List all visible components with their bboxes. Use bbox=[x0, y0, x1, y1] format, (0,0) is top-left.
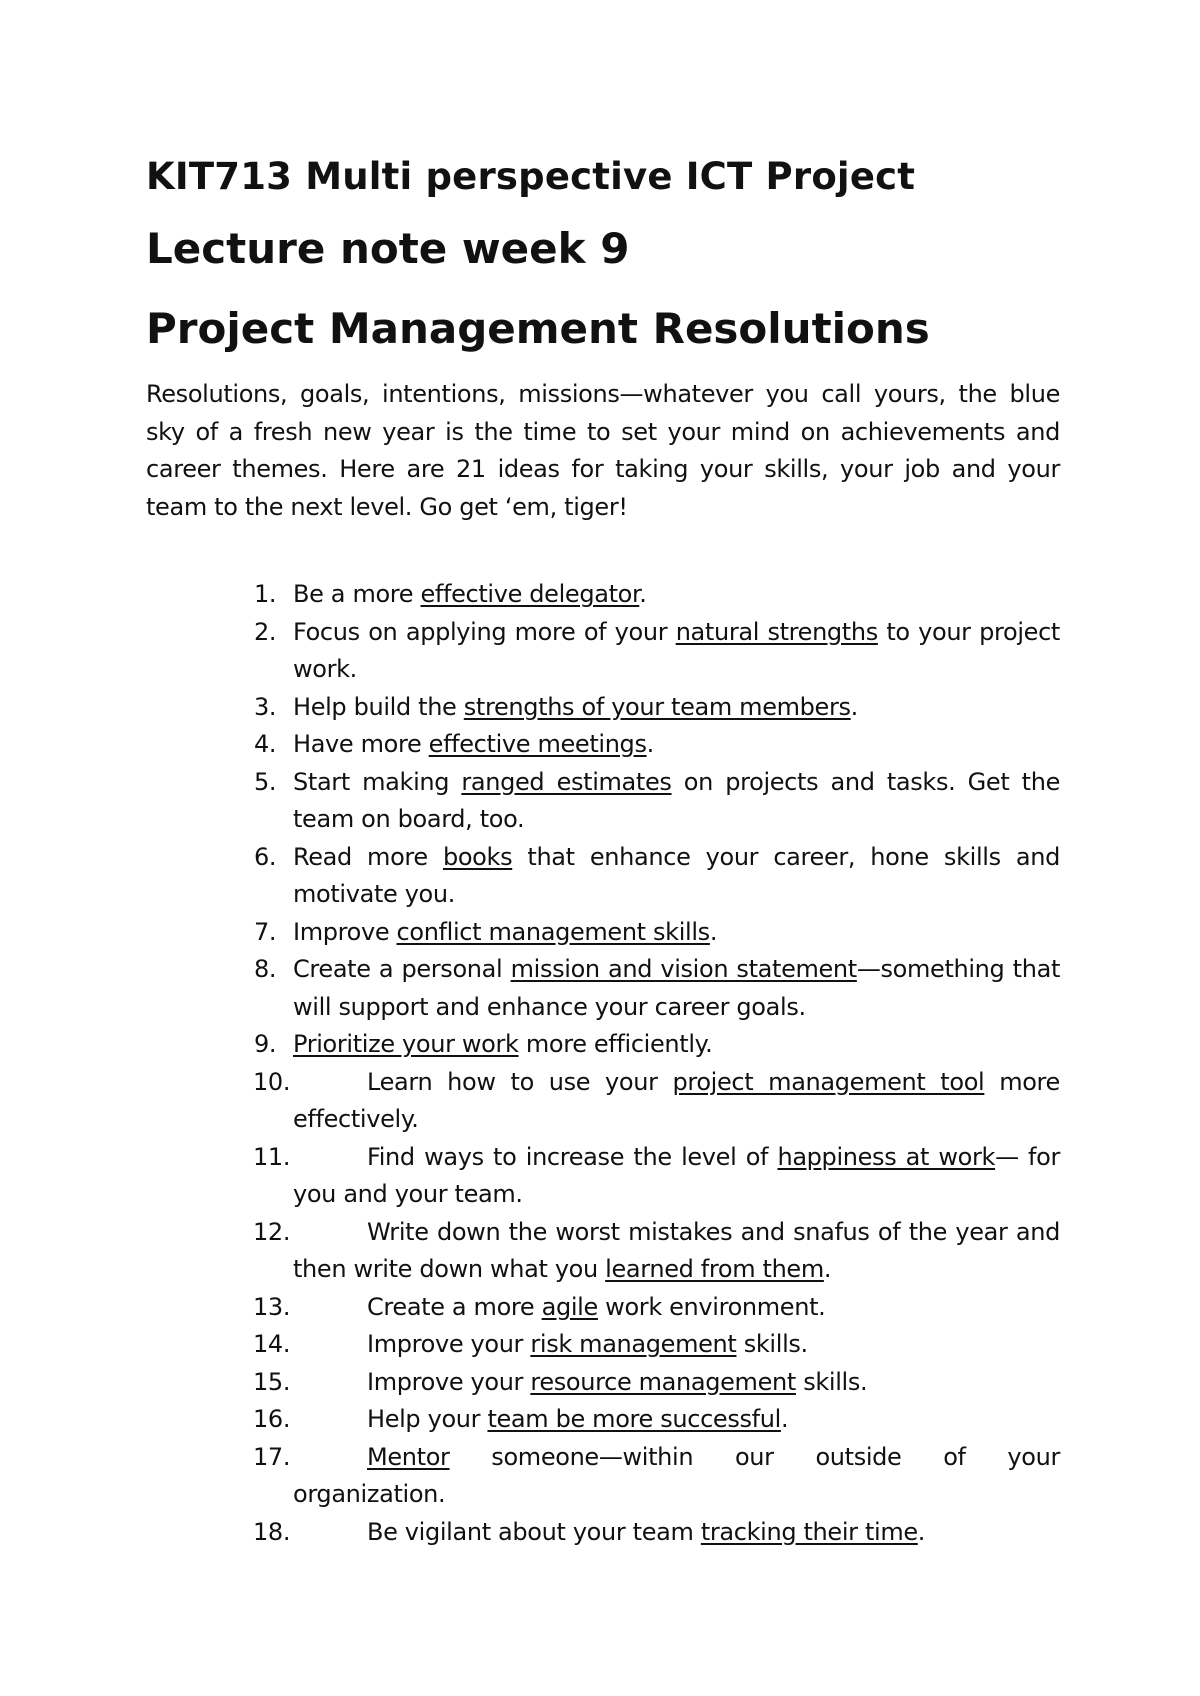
list-item bbox=[254, 689, 1060, 727]
item-link[interactable]: agile bbox=[541, 1292, 598, 1321]
item-number: 16. bbox=[253, 1405, 291, 1433]
list-item bbox=[254, 614, 1060, 689]
item-text: more effectively. bbox=[293, 1067, 1060, 1133]
item-text: Be a more bbox=[293, 580, 421, 608]
item-text: Improve your bbox=[367, 1330, 531, 1358]
item-text: Help build the bbox=[293, 692, 464, 721]
item-text: Learn how to use your bbox=[367, 1067, 673, 1096]
item-text: . bbox=[823, 1255, 832, 1283]
item-number: 13. bbox=[253, 1292, 291, 1321]
item-number: 10. bbox=[253, 1067, 291, 1096]
item-text: that enhance your career, hone skills and motivate you. bbox=[293, 842, 1060, 908]
item-number: 11. bbox=[253, 1142, 291, 1171]
item-text: . bbox=[709, 917, 718, 946]
list-item bbox=[253, 1064, 1060, 1139]
item-number: 5. bbox=[254, 767, 277, 796]
list-item bbox=[253, 1139, 1060, 1214]
intro-paragraph: Resolutions, goals, intentions, missions—whatever you call yours, the blue sky of a fresh new year is the time to set your mind on achievements and career themes. Here are 21 ideas for taking your skills, your job and your team to the next level. Go get ‘em, tiger! bbox=[146, 380, 1060, 521]
item-link[interactable]: risk management bbox=[530, 1330, 737, 1358]
item-text: to your project work. bbox=[293, 617, 1060, 683]
list-item bbox=[254, 914, 1060, 952]
item-text: more efficiently. bbox=[518, 1030, 713, 1058]
item-link[interactable]: books bbox=[442, 842, 513, 871]
item-number: 17. bbox=[253, 1442, 291, 1471]
item-number: 7. bbox=[254, 917, 277, 946]
item-text: Improve your bbox=[367, 1367, 531, 1396]
list-item bbox=[253, 1326, 1060, 1364]
item-text: . bbox=[646, 730, 654, 758]
item-text: work environment. bbox=[597, 1292, 826, 1321]
item-text: . bbox=[780, 1405, 789, 1433]
item-link[interactable]: Prioritize your work bbox=[293, 1030, 519, 1058]
item-text: skills. bbox=[795, 1367, 868, 1396]
item-text: Write down the worst mistakes and snafus of the year and then write down what you bbox=[293, 1217, 1060, 1283]
item-text: . bbox=[639, 580, 647, 608]
list-item bbox=[253, 1364, 1060, 1402]
item-text: someone—within our outside of your bbox=[449, 1442, 1060, 1471]
item-link[interactable]: strengths of your team members bbox=[463, 692, 851, 721]
item-number: 4. bbox=[254, 730, 277, 758]
item-text: Create a more bbox=[367, 1292, 542, 1321]
list-item bbox=[254, 839, 1060, 914]
topic-title: Project Management Resolutions bbox=[146, 304, 930, 353]
item-link[interactable]: learned from them bbox=[605, 1255, 824, 1283]
item-number: 15. bbox=[253, 1367, 291, 1396]
item-link[interactable]: project management tool bbox=[672, 1067, 985, 1096]
item-link[interactable]: happiness at work bbox=[777, 1142, 996, 1171]
list-item bbox=[253, 1439, 1060, 1514]
item-text: Read more bbox=[293, 842, 443, 871]
item-text: Improve bbox=[293, 917, 397, 946]
list-item bbox=[254, 726, 1060, 764]
item-text: Be vigilant about your team bbox=[367, 1517, 701, 1546]
item-number: 18. bbox=[253, 1517, 291, 1546]
document-page bbox=[146, 150, 1060, 1551]
list-item bbox=[253, 1514, 1060, 1552]
item-link[interactable]: team be more successful bbox=[487, 1405, 781, 1433]
item-text: — for you and your team. bbox=[293, 1142, 1060, 1208]
week-title: Lecture note week 9 bbox=[146, 224, 630, 273]
list-item bbox=[254, 576, 1060, 614]
item-text: . bbox=[917, 1517, 926, 1546]
resolutions-list bbox=[146, 576, 1060, 1551]
item-text: Start making bbox=[293, 767, 462, 796]
item-link[interactable]: tracking their time bbox=[700, 1517, 918, 1546]
item-number: 6. bbox=[254, 842, 277, 871]
item-link[interactable]: Mentor bbox=[367, 1442, 450, 1471]
item-number: 14. bbox=[253, 1330, 291, 1358]
item-number: 12. bbox=[253, 1217, 291, 1246]
item-link[interactable]: natural strengths bbox=[675, 617, 878, 646]
item-text: Find ways to increase the level of bbox=[367, 1142, 778, 1171]
item-text: Have more bbox=[293, 730, 429, 758]
item-number: 1. bbox=[254, 580, 277, 608]
item-text: organization. bbox=[293, 1480, 446, 1508]
list-item bbox=[253, 1289, 1060, 1327]
list-item bbox=[253, 1401, 1060, 1439]
item-text: —something that will support and enhance your career goals. bbox=[293, 955, 1061, 1021]
item-number: 9. bbox=[254, 1030, 277, 1058]
item-text: Focus on applying more of your bbox=[293, 617, 676, 646]
course-title: KIT713 Multi perspective ICT Project bbox=[146, 155, 916, 198]
item-text: . bbox=[850, 692, 858, 721]
item-text: Help your bbox=[367, 1405, 488, 1433]
item-link[interactable]: effective delegator bbox=[420, 580, 640, 608]
item-number: 3. bbox=[254, 692, 277, 721]
item-number: 8. bbox=[254, 955, 277, 983]
item-link[interactable]: mission and vision statement bbox=[510, 955, 857, 983]
item-number: 2. bbox=[254, 617, 277, 646]
list-item bbox=[254, 1026, 1060, 1064]
list-item bbox=[253, 1214, 1060, 1289]
item-link[interactable]: conflict management skills bbox=[396, 917, 710, 946]
item-link[interactable]: ranged estimates bbox=[461, 767, 672, 796]
item-text: Create a personal bbox=[293, 955, 511, 983]
item-text: skills. bbox=[736, 1330, 808, 1358]
item-link[interactable]: effective meetings bbox=[428, 730, 647, 758]
item-text: on projects and tasks. Get the team on board, too. bbox=[293, 767, 1060, 833]
list-item bbox=[254, 951, 1061, 1026]
list-item bbox=[254, 764, 1060, 839]
item-link[interactable]: resource management bbox=[530, 1367, 796, 1396]
